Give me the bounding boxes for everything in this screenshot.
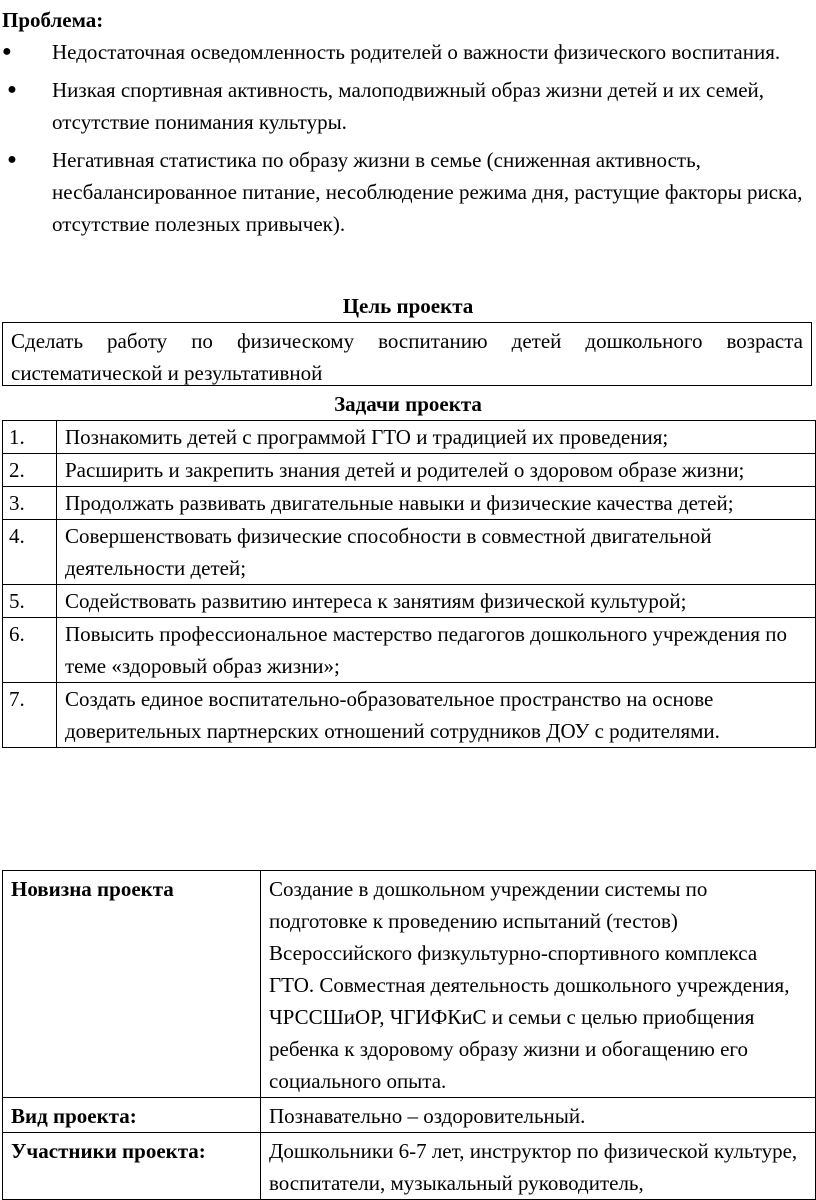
tasks-heading: Задачи проекта [334,392,482,416]
task-number: 4. [3,520,57,585]
project-info-table [2,870,816,1200]
task-number: 3. [3,487,57,520]
problem-list [0,36,812,246]
bullet-icon: ● [7,81,17,98]
problem-item-text: Низкая спортивная активность, малоподвижный образ жизни детей и их семей, отсутствие понимания культуры. [52,78,765,134]
table-row [3,618,816,683]
task-number: 2. [3,454,57,487]
table-row [3,487,816,520]
problem-item-text: Недостаточная осведомленность родителей о важности физического воспитания. [52,40,781,64]
task-text: Расширить и закрепить знания детей и родителей о здоровом образе жизни; [57,454,816,487]
info-label: Участники проекта: [3,1133,261,1200]
problem-item [0,144,812,240]
info-value: Познавательно – оздоровительный. [261,1098,816,1133]
goal-box [2,322,812,386]
task-text: Создать единое воспитательно-образовательное пространство на основе доверительных партнерских отношений сотрудников ДОУ с родителями. [57,683,816,748]
table-row [3,1098,816,1133]
table-row [3,520,816,585]
info-label: Вид проекта: [3,1098,261,1133]
goal-heading: Цель проекта [342,294,474,318]
task-text: Познакомить детей с программой ГТО и традицией их проведения; [57,421,816,454]
info-label: Новизна проекта [3,871,261,1098]
info-value: Создание в дошкольном учреждении системы по подготовке к проведению испытаний (тестов) Всероссийского физкультурно-спортивного комплекса ГТО. Совместная деятельность дошкольного учреждения, ЧРССШиОР, ЧГИФКиС и семьи с целью приобщения ребенка к здоровому образу жизни и обогащению его социального опыта. [261,871,816,1098]
task-text: Содействовать развитию интереса к занятиям физической культурой; [57,585,816,618]
table-row [3,454,816,487]
task-number: 5. [3,585,57,618]
info-value: Дошкольники 6-7 лет, инструктор по физической культуре, воспитатели, музыкальный руководитель, [261,1133,816,1200]
bullet-icon: ● [2,43,12,60]
task-number: 7. [3,683,57,748]
task-text: Совершенствовать физические способности в совместной двигательной деятельности детей; [57,520,816,585]
bullet-icon: ● [7,151,17,168]
task-text: Повысить профессиональное мастерство педагогов дошкольного учреждения по теме «здоровый образ жизни»; [57,618,816,683]
task-text: Продолжать развивать двигательные навыки и физические качества детей; [57,487,816,520]
table-row [3,683,816,748]
problem-item [0,74,812,138]
task-number: 6. [3,618,57,683]
problem-heading: Проблема: [2,8,104,32]
tasks-table [2,420,816,748]
goal-text: Сделать работу по физическому воспитанию детей дошкольного возраста систематической и результативной [11,329,803,385]
problem-item [0,36,812,68]
table-row [3,871,816,1098]
problem-item-text: Негативная статистика по образу жизни в семье (сниженная активность, несбалансированное питание, несоблюдение режима дня, растущие факторы риска, отсутствие полезных привычек). [52,148,803,236]
table-row [3,1133,816,1200]
table-row [3,585,816,618]
table-row [3,421,816,454]
task-number: 1. [3,421,57,454]
